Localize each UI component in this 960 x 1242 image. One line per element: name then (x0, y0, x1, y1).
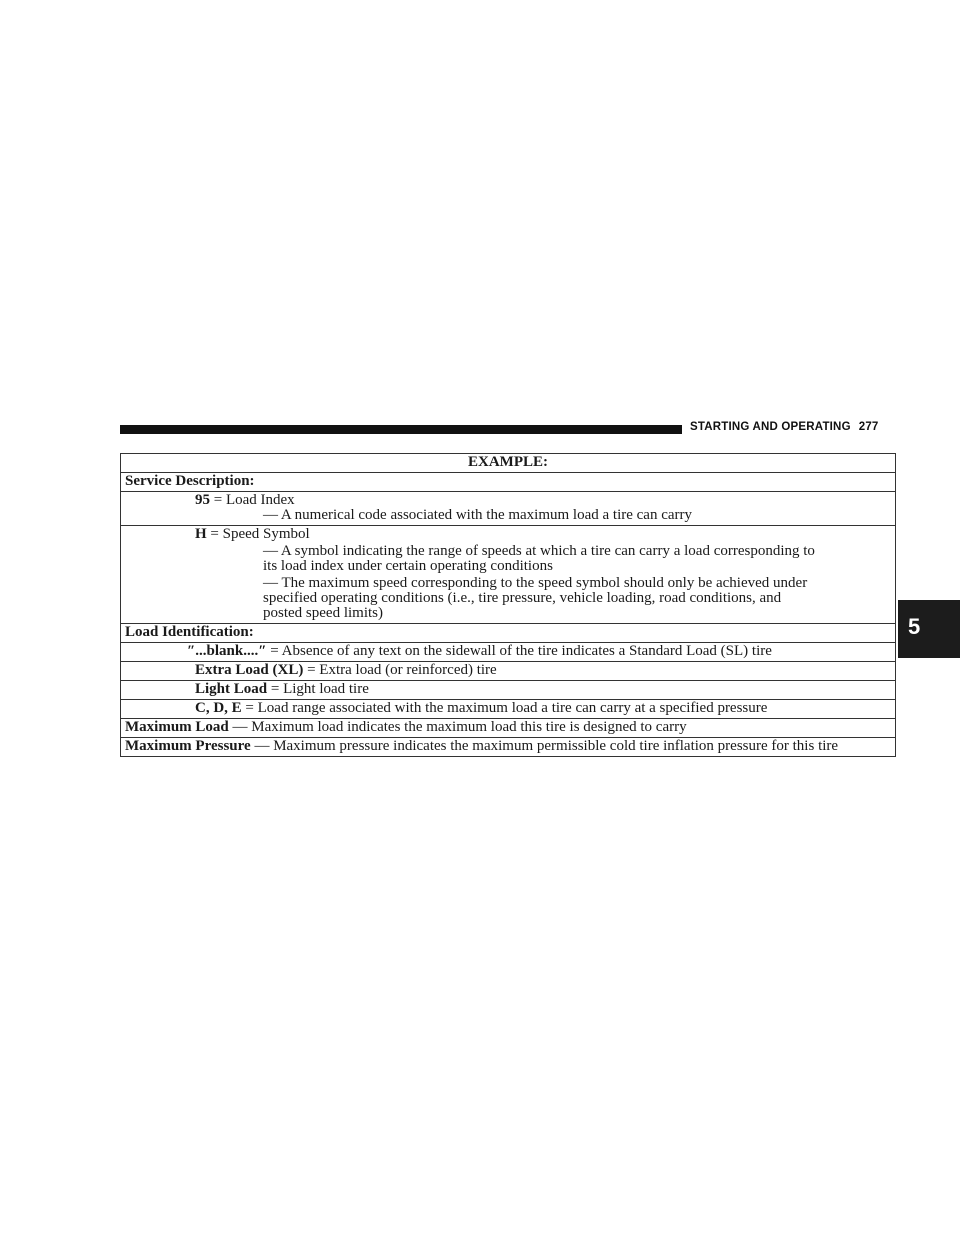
speed-symbol-desc2a: — The maximum speed corresponding to the speed symbol should only be achieved under (263, 575, 808, 591)
speed-symbol-desc2b: specified operating conditions (i.e., tire pressure, vehicle loading, road conditions, and (263, 590, 782, 606)
maximum-load-row (121, 719, 896, 738)
maximum-load-label: Maximum Load (125, 719, 229, 735)
cde-desc: = Load range associated with the maximum load a tire can carry at a specified pressure (245, 700, 768, 716)
load-identification-heading-row (121, 624, 896, 643)
speed-symbol-eq: = Speed Symbol (210, 526, 310, 542)
light-load-desc: = Light load tire (270, 681, 369, 697)
xl-code: Extra Load (XL) (195, 662, 304, 678)
xl-desc: = Extra load (or reinforced) tire (307, 662, 497, 678)
speed-symbol-row (121, 526, 896, 624)
maximum-pressure-desc: — Maximum pressure indicates the maximum permissible cold tire inflation pressure for this tire (254, 738, 839, 754)
xl-line (195, 662, 497, 678)
table-title-row (121, 454, 896, 473)
load-index-code: 95 (195, 492, 210, 508)
cde-row (121, 700, 896, 719)
tire-example-table (120, 453, 896, 757)
maximum-pressure-row (121, 738, 896, 757)
blank-desc: = Absence of any text on the sidewall of the tire indicates a Standard Load (SL) tire (270, 643, 772, 659)
light-load-row (121, 681, 896, 700)
header-rule (120, 425, 682, 434)
load-index-line (195, 493, 891, 508)
blank-line (187, 643, 772, 659)
speed-symbol-line (195, 527, 891, 542)
speed-symbol-desc2c: posted speed limits) (263, 605, 383, 621)
chapter-number: 5 (908, 614, 921, 639)
table-title: EXAMPLE: (121, 454, 896, 473)
load-identification-heading: Load Identification: (121, 624, 896, 643)
blank-cell (121, 643, 896, 662)
load-index-cell (121, 492, 896, 526)
load-index-desc: — A numerical code associated with the maximum load a tire can carry (263, 507, 693, 523)
speed-symbol-code: H (195, 526, 207, 542)
light-load-line (195, 681, 369, 697)
section-title: STARTING AND OPERATING (690, 421, 851, 433)
speed-symbol-desc1b: its load index under certain operating conditions (263, 558, 553, 574)
light-load-cell (121, 681, 896, 700)
maximum-pressure-cell (121, 738, 896, 757)
page-number: 277 (858, 421, 879, 433)
chapter-tab (898, 600, 960, 658)
running-header (690, 421, 879, 433)
maximum-load-desc: — Maximum load indicates the maximum load this tire is designed to carry (232, 719, 687, 735)
service-description-heading: Service Description: (121, 473, 896, 492)
load-index-row (121, 492, 896, 526)
blank-code: ″...blank....″ (187, 643, 267, 659)
maximum-pressure-label: Maximum Pressure (125, 738, 251, 754)
speed-symbol-cell (121, 526, 896, 624)
service-description-heading-row (121, 473, 896, 492)
light-load-code: Light Load (195, 681, 268, 697)
cde-code: C, D, E (195, 700, 242, 716)
xl-row (121, 662, 896, 681)
cde-line (195, 700, 767, 716)
xl-cell (121, 662, 896, 681)
speed-symbol-desc1a: — A symbol indicating the range of speeds at which a tire can carry a load corresponding to (263, 543, 815, 559)
maximum-load-cell (121, 719, 896, 738)
cde-cell (121, 700, 896, 719)
load-index-eq: = Load Index (213, 492, 295, 508)
blank-row (121, 643, 896, 662)
